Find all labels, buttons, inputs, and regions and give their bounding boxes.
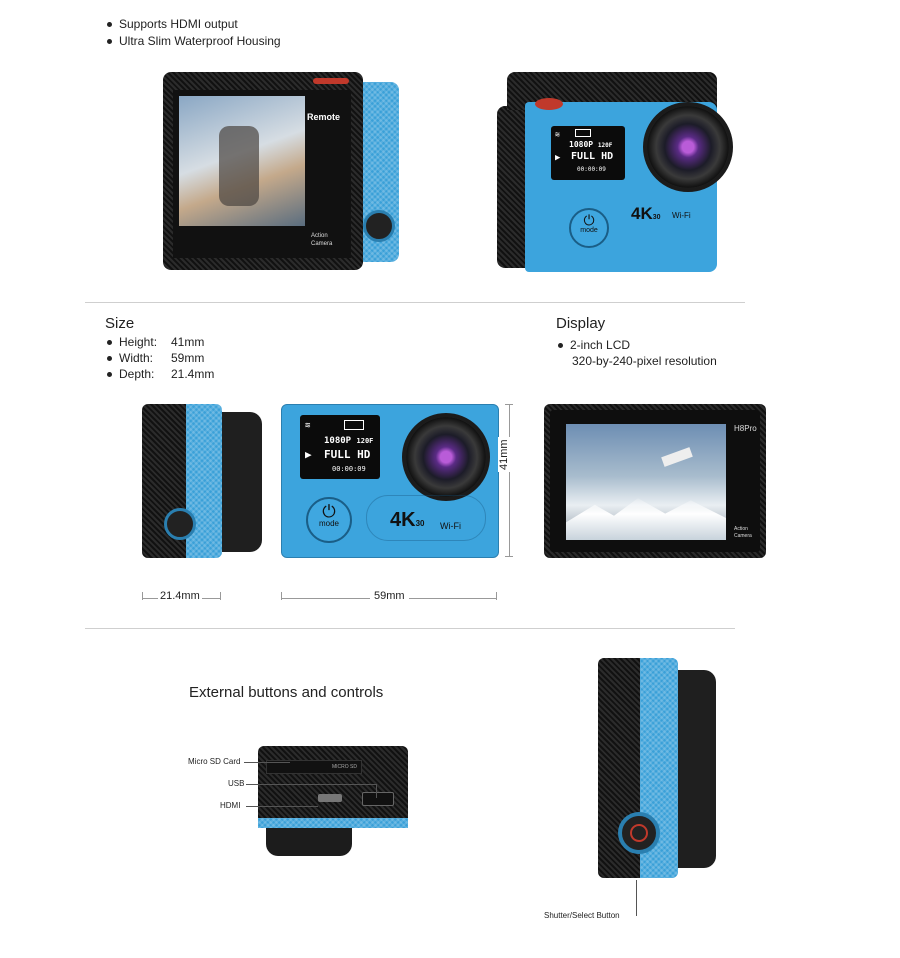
display-row: 320-by-240-pixel resolution	[572, 354, 717, 368]
divider	[85, 628, 735, 629]
front-badge-panel	[366, 495, 486, 541]
hdmi-label: HDMI	[220, 801, 241, 810]
power-icon: ⏻	[322, 502, 336, 521]
dim-tick	[505, 556, 513, 557]
lens	[402, 413, 490, 501]
camera-back-view	[163, 72, 401, 272]
callout-line	[246, 784, 376, 785]
4k-badge: 4K30	[390, 509, 425, 531]
dim-tick	[281, 592, 282, 600]
width-label: 59mm	[370, 590, 409, 602]
lcd-screen	[566, 424, 726, 540]
shutter-ring-icon	[630, 824, 648, 842]
size-title: Size	[105, 315, 135, 332]
depth-label: 21.4mm	[160, 590, 200, 602]
height-label: 41mm	[498, 439, 510, 470]
mode-text: FULL HD	[571, 151, 614, 162]
snowboarder-image	[661, 447, 693, 467]
shutter-label: Shutter/Select Button	[544, 911, 620, 920]
sd-slot[interactable]: MICRO SD	[266, 760, 362, 774]
display-row: 2-inch LCD	[556, 337, 717, 353]
camera-side-view-2	[598, 658, 718, 882]
mode-button[interactable]: ⏻ mode	[569, 208, 609, 248]
controls-title: External buttons and controls	[189, 684, 384, 701]
status-screen	[551, 126, 625, 180]
shutter-button-top[interactable]	[313, 78, 349, 84]
callout-line	[376, 784, 377, 798]
resolution-text: 1080P 120F	[569, 140, 613, 149]
mountain-image	[566, 496, 726, 540]
lcd-screen	[179, 96, 305, 226]
screen-label: Remote	[307, 112, 341, 122]
size-row: Depth: 21.4mm	[105, 366, 214, 382]
camera-body	[258, 746, 408, 820]
side-button[interactable]	[363, 210, 395, 242]
camera-back-view-2	[544, 404, 766, 558]
callout-line	[244, 762, 290, 763]
4k-badge: 4K30	[631, 204, 661, 223]
height-dim-line	[509, 404, 510, 556]
side-button[interactable]	[164, 508, 196, 540]
callout-line	[246, 806, 318, 807]
blue-strip	[258, 818, 408, 828]
corner-text: Action Camera	[311, 233, 333, 247]
usb-port[interactable]	[362, 792, 394, 806]
battery-icon	[575, 129, 591, 137]
dim-tick	[142, 592, 143, 600]
shutter-select-button[interactable]	[618, 812, 660, 854]
shutter-button[interactable]	[535, 98, 563, 110]
dim-tick	[496, 592, 497, 600]
camera-side-view	[142, 404, 262, 564]
lens	[643, 102, 733, 192]
callout-line	[636, 880, 637, 916]
camera-side-texture	[497, 106, 527, 268]
sd-card-label: Micro SD Card	[188, 757, 241, 766]
wifi-badge: Wi-Fi	[440, 521, 461, 531]
resolution-text: 1080P 120F	[324, 436, 374, 446]
skydiver-image	[219, 126, 259, 206]
lens-ring	[266, 828, 352, 856]
screen-label: H8Pro	[734, 424, 757, 433]
video-icon: ▶	[555, 153, 561, 163]
video-icon: ▶	[305, 448, 312, 461]
divider	[85, 302, 745, 303]
status-screen	[300, 415, 380, 479]
size-list	[105, 334, 214, 382]
size-row: Width: 59mm	[105, 350, 214, 366]
battery-icon	[344, 420, 364, 430]
mode-text: FULL HD	[324, 448, 371, 461]
wifi-icon: ≋	[305, 421, 311, 431]
corner-text: Action Camera	[734, 526, 752, 539]
display-title: Display	[556, 315, 606, 332]
camera-front-view	[497, 72, 727, 272]
timer-text: 00:00:09	[577, 166, 606, 173]
mode-button[interactable]: ⏻ mode	[306, 497, 352, 543]
usb-label: USB	[228, 779, 245, 788]
wifi-badge: Wi-Fi	[672, 211, 691, 220]
top-feature-list	[105, 16, 281, 50]
hdmi-port[interactable]	[318, 794, 342, 802]
camera-front-flat	[281, 404, 499, 558]
size-row: Height: 41mm	[105, 334, 214, 350]
feature-item: Supports HDMI output	[105, 16, 281, 33]
lens-ring-side	[672, 670, 716, 868]
wifi-icon: ≋	[555, 130, 560, 139]
power-icon: ⏻	[583, 212, 595, 228]
display-list	[556, 337, 717, 369]
dim-tick	[220, 592, 221, 600]
timer-text: 00:00:09	[332, 465, 366, 473]
feature-item: Ultra Slim Waterproof Housing	[105, 33, 281, 50]
